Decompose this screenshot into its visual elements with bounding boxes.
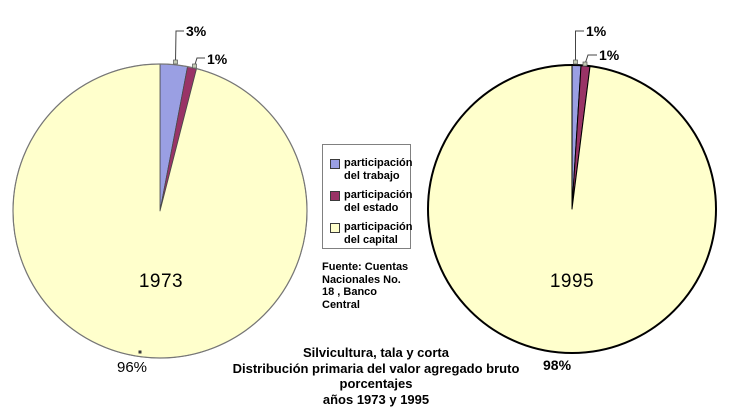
source-line: 18 , Banco [322, 286, 378, 298]
legend-swatch-estado-icon [330, 191, 340, 201]
slice-label-1973-capital: 96% [117, 359, 148, 376]
chart-title [21, 345, 731, 407]
chart-title-line4: años 1973 y 1995 [322, 391, 430, 407]
legend-swatch-trabajo-icon [330, 159, 340, 169]
slice-label-1973-trabajo: 3% [186, 23, 207, 39]
legend-item-estado [330, 189, 413, 215]
legend-item-trabajo [330, 157, 413, 183]
slice-label-1973-estado: 1% [207, 51, 228, 67]
legend-label-trabajo [344, 157, 412, 183]
legend-label-capital-line1: participación [344, 221, 413, 233]
source-note [322, 261, 408, 311]
slice-label-1995-capital: 98% [543, 357, 572, 373]
source-line: Central [322, 298, 360, 311]
legend-label-capital [344, 221, 412, 247]
source-line: Nacionales No. [322, 273, 401, 286]
pie-year-label-1973: 1973 [138, 271, 184, 292]
chart-title-line1: Silvicultura, tala y corta [303, 345, 449, 360]
chart-title-line3: porcentajes [339, 376, 413, 391]
source-line: Fuente: Cuentas [322, 261, 409, 273]
slice-label-1995-estado: 1% [599, 47, 620, 63]
legend-label-trabajo-line1: participación [344, 157, 413, 169]
pie-year-label-1995: 1995 [549, 271, 595, 292]
legend-label-estado-line1: participación [344, 189, 413, 201]
legend-label-estado-line2: del estado [344, 202, 399, 214]
legend-label-estado [344, 189, 412, 215]
legend-label-capital-line2: del capital [344, 234, 398, 246]
legend-box [322, 144, 411, 249]
legend-swatch-capital-icon [330, 223, 340, 233]
slice-label-1995-trabajo: 1% [586, 23, 607, 39]
chart-title-line2: Distribución primaria del valor agregado bruto [232, 360, 520, 376]
legend-item-capital [330, 221, 413, 247]
legend-label-trabajo-line2: del trabajo [344, 170, 400, 182]
